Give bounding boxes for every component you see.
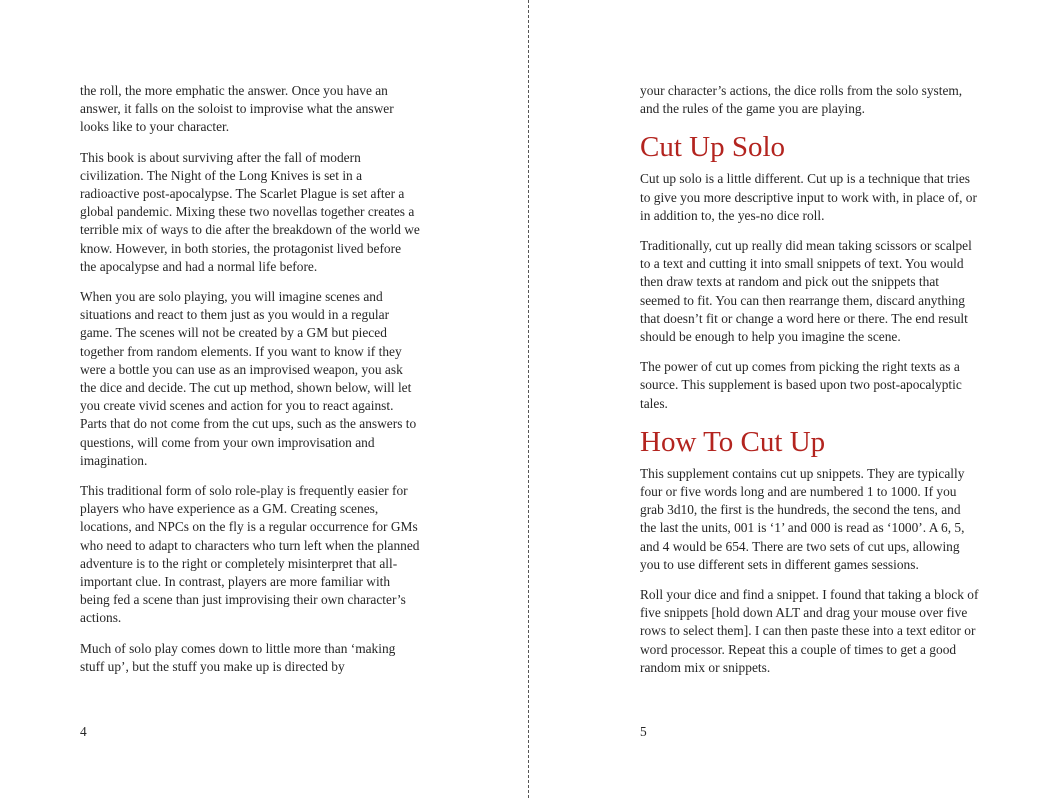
section-heading-cut-up-solo: Cut Up Solo <box>640 131 786 164</box>
section-heading-how-to-cut-up: How To Cut Up <box>640 425 826 458</box>
left-paragraph-5: Much of solo play comes down to little more than ‘making stuff up’, but the stuff you make up is directed by <box>80 640 396 674</box>
right-page <box>640 82 980 689</box>
left-paragraph-1: the roll, the more emphatic the answer. Once you have an answer, it falls on the soloist to improvise what the answer looks like to your character. <box>80 83 394 135</box>
left-page <box>80 82 420 688</box>
cut-up-solo-paragraph-2: Traditionally, cut up really did mean taking scissors or scalpel to a text and cutting it into small snippets of text. You would then draw texts at random and pick out the snippets that seemed to fit. You can then rearrange them, discard anything that doesn’t fit or change a word here or there. The end result should be enough to help you imagine the scene. <box>640 238 972 345</box>
page-gutter-divider <box>528 0 529 798</box>
how-to-cut-up-paragraph-1: This supplement contains cut up snippets. They are typically four or five words long and are numbered 1 to 1000. If you grab 3d10, the first is the hundreds, the second the tens, and the last the units, 001 is ‘1’ and 000 is read as ‘1000’. A 6, 5, and 4 would be 654. There are two sets of cut ups, allowing you to use different sets in different games sessions. <box>640 465 965 572</box>
left-paragraph-4: This traditional form of solo role-play is frequently easier for players who have experience as a GM. Creating scenes, locations, and NPCs on the fly is a regular occurrence for GMs who need to adapt to characters who turn left when the planned adventure is to the right or completely misinterpret that all-important clue. In contrast, players are more familiar with being fed a scene than just improvising their own character’s actions. <box>80 483 420 626</box>
left-paragraph-2: This book is about surviving after the fall of modern civilization. The Night of the Long Knives is set in a radioactive post-apocalypse. The Scarlet Plague is set after a global pandemic. Mixing these two novellas together creates a terrible mix of ways to die after the breakdown of the world we know. However, in both stories, the protagonist lived before the apocalypse and had a normal life before. <box>80 149 420 274</box>
cut-up-solo-paragraph-1: Cut up solo is a little different. Cut up is a technique that tries to give you more descriptive input to work with, in place of, or in addition to, the yes-no dice roll. <box>640 171 977 223</box>
left-page-number: 4 <box>80 724 87 739</box>
cut-up-solo-paragraph-3: The power of cut up comes from picking the right texts as a source. This supplement is based upon two post-apocalyptic tales. <box>640 359 962 411</box>
left-paragraph-3: When you are solo playing, you will imagine scenes and situations and react to them just as you would in a regular game. The scenes will not be created by a GM but pieced together from random elements. If you want to know if they were a bottle you can use as an improvised weapon, you ask the dice and decide. The cut up method, shown below, will let you create vivid scenes and action for you to react against. Parts that do not come from the cut ups, such as the answers to questions, will come from your own improvisation and imagination. <box>80 289 417 468</box>
right-page-number: 5 <box>640 724 647 739</box>
how-to-cut-up-paragraph-2: Roll your dice and find a snippet. I found that taking a block of five snippets [hold down ALT and drag your mouse over five rows to select them]. I can then paste these into a text editor or word processor. Repeat this a couple of times to get a good random mix or snippets. <box>640 587 979 675</box>
right-intro-paragraph: your character’s actions, the dice rolls from the solo system, and the rules of the game you are playing. <box>640 83 963 117</box>
